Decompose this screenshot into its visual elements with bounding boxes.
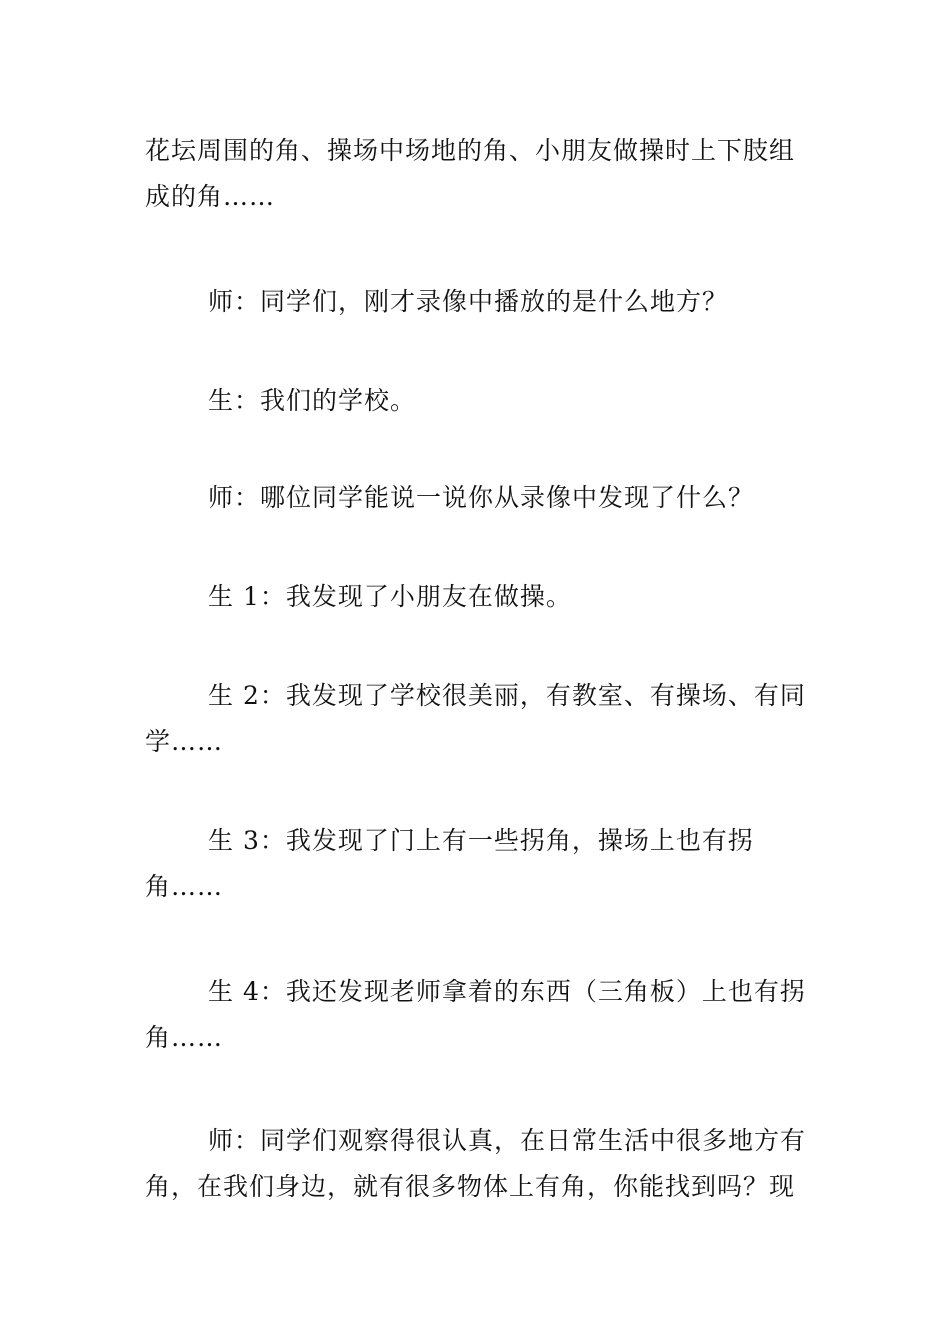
paragraph-student-1: 生 1：我发现了小朋友在做操。 [208,582,572,611]
paragraph-teacher-question-location: 师：同学们，刚才录像中播放的是什么地方？ [208,287,729,316]
paragraph-student-4: 生 4：我还发现老师拿着的东西（三角板）上也有拐角…… [145,977,806,1052]
paragraph-flower-bed-angles: 花坛周围的角、操场中场地的角、小朋友做操时上下肢组成的角…… [145,136,796,211]
paragraph-student-answer-school: 生：我们的学校。 [208,386,417,415]
paragraph-student-3: 生 3：我发现了门上有一些拐角，操场上也有拐角…… [145,826,754,901]
paragraph-student-2: 生 2：我发现了学校很美丽，有教室、有操场、有同学…… [145,681,806,756]
paragraph-teacher-question-discovery: 师：哪位同学能说一说你从录像中发现了什么？ [208,483,755,512]
paragraph-teacher-summary: 师：同学们观察得很认真，在日常生活中很多地方有角，在我们身边，就有很多物体上有角，你能找到吗？现 [145,1126,807,1201]
